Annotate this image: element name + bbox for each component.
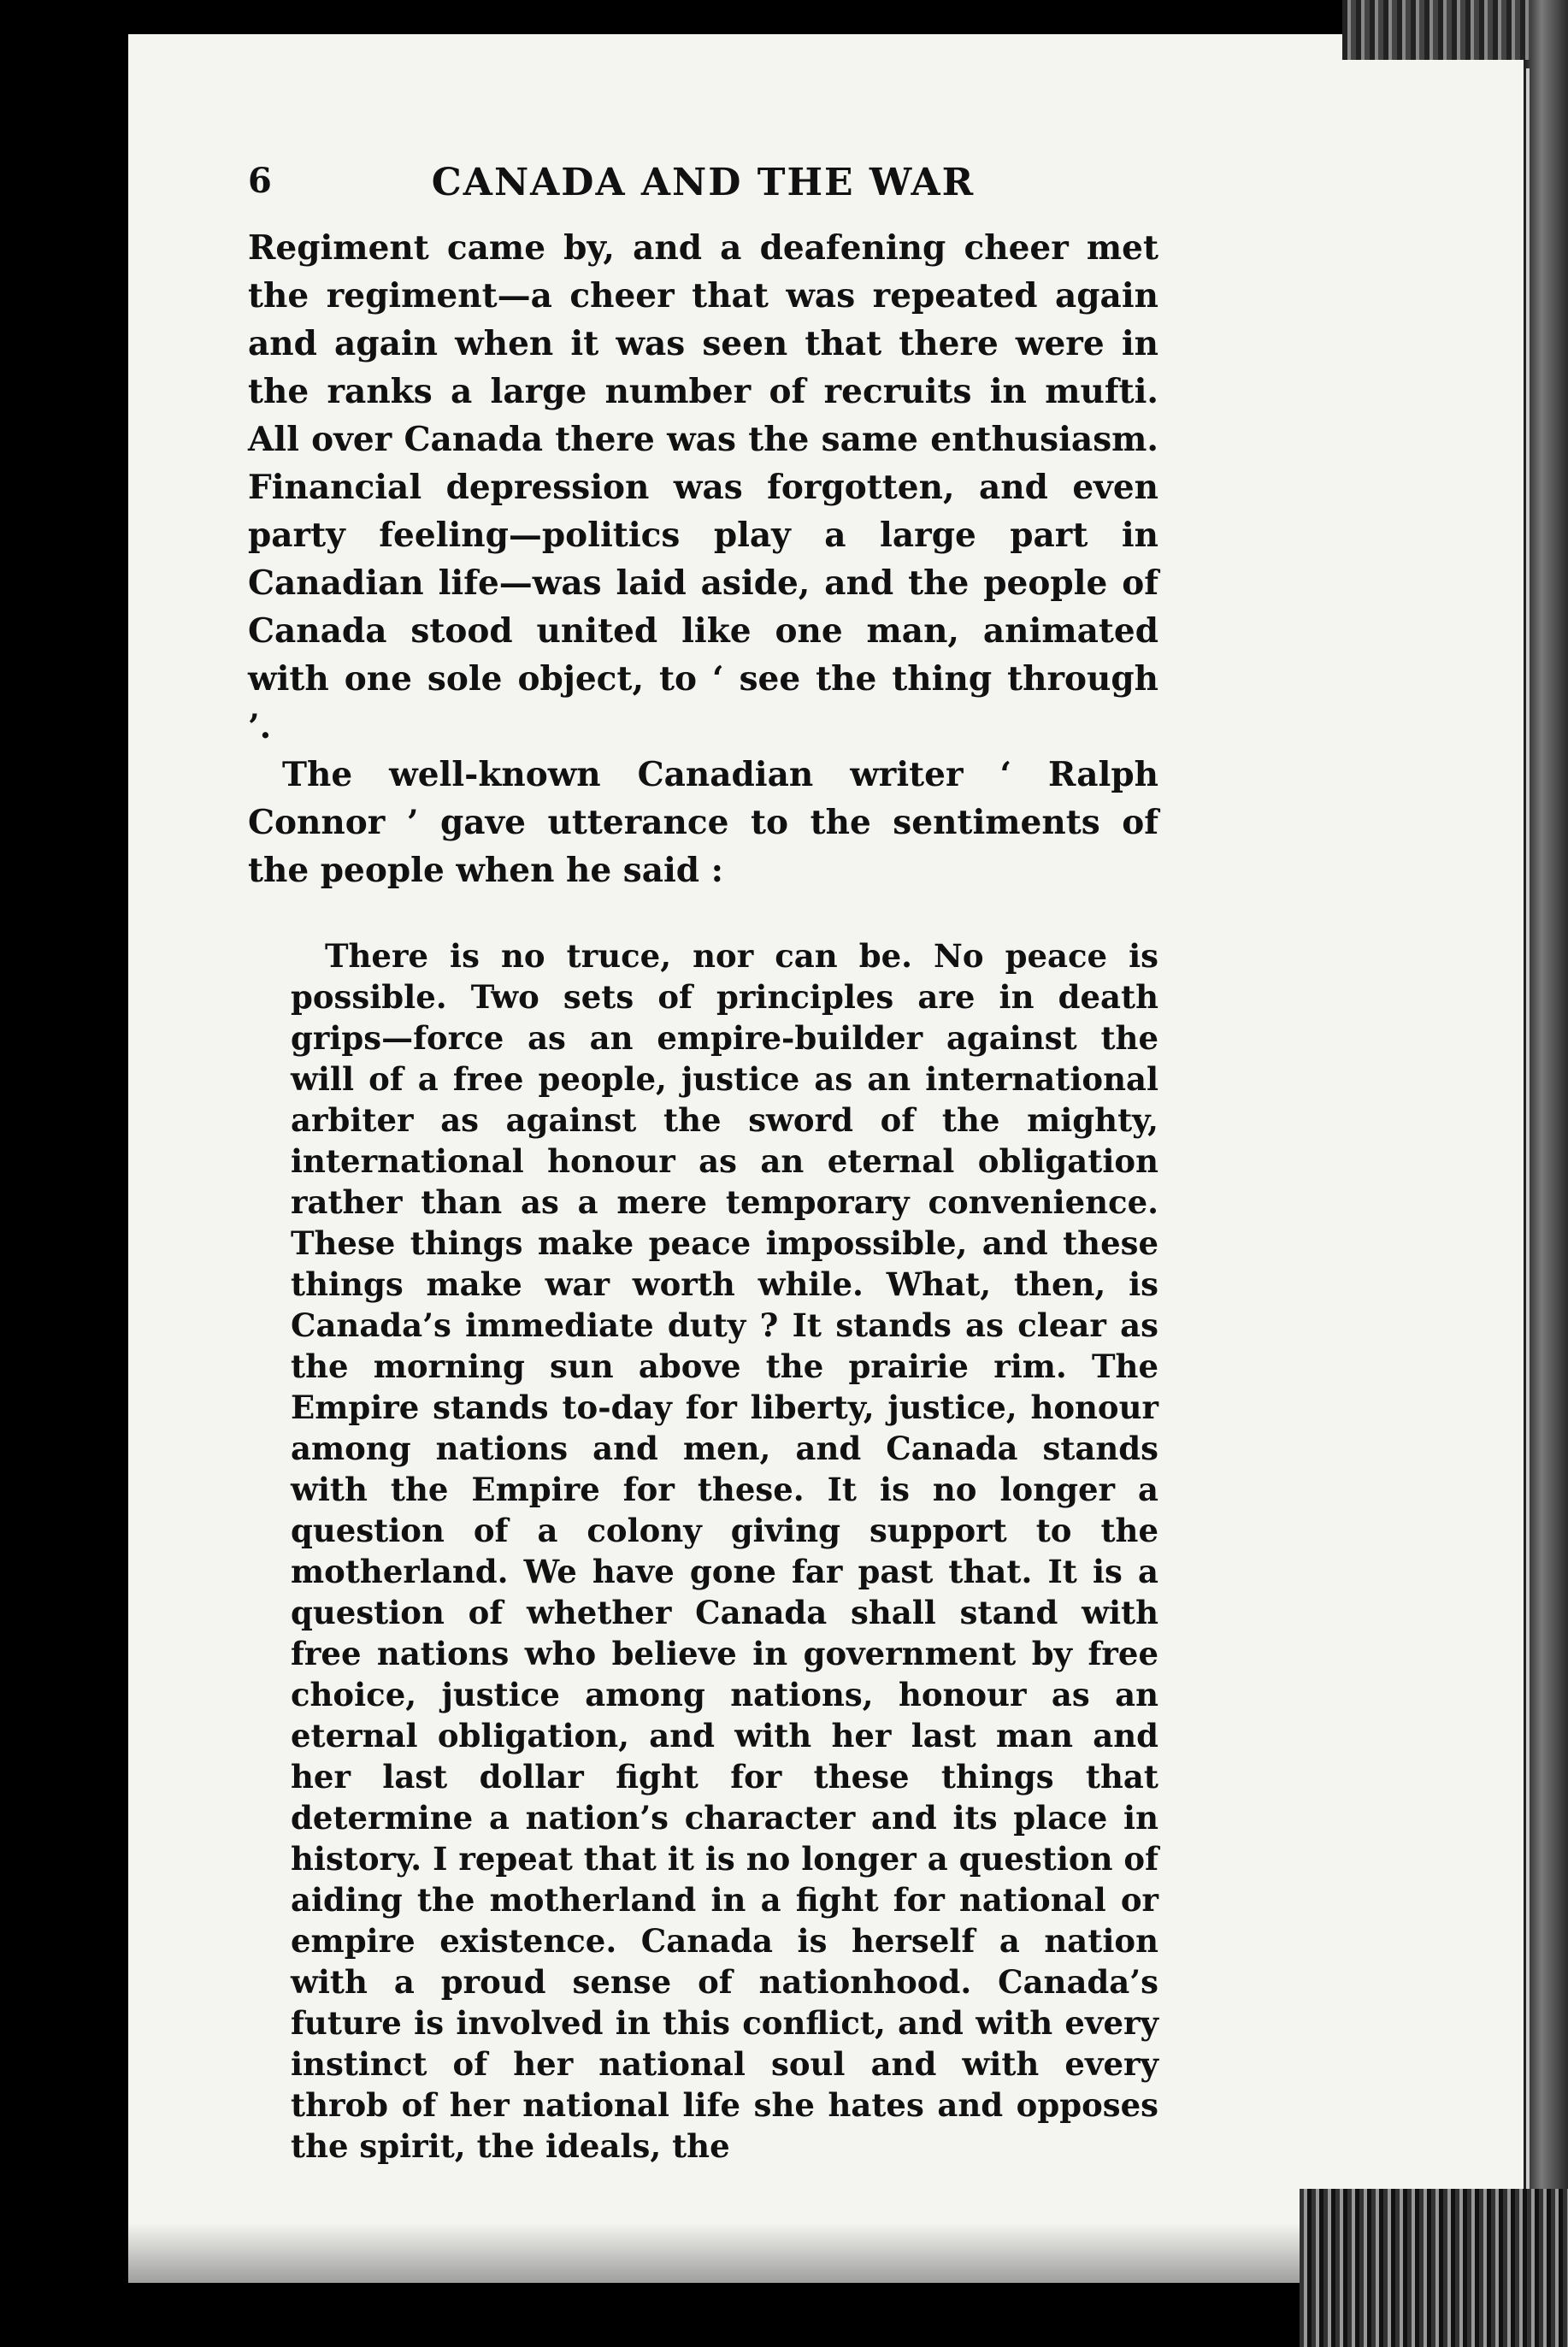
paragraph-continued: Regiment came by, and a deafening cheer met the regiment—a cheer that was repeated again and again when it was seen that there were in the ranks a large number of recruits in mufti. All over Canada there was the same enthusiasm. Financial depression was forgotten, and even party feeling—politics play a large part in Canadian life—was laid aside, and the people of Canada stood united like one man, animated with one sole object, to ‘ see the thing through ’. (248, 228, 1158, 746)
scan-artifact-top (1342, 0, 1530, 60)
page-number: 6 (248, 161, 272, 201)
running-header (248, 161, 1158, 221)
adjacent-page-edge (1524, 0, 1568, 2347)
scan-artifact-bottom (1300, 2189, 1568, 2347)
page-edge-line (1526, 68, 1530, 2189)
block-quote: There is no truce, nor can be. No peace is possible. Two sets of principles are in death grips—force as an empire-builder against the will of a free people, justice as an international arbiter as against the sword of the mighty, international honour as an eternal obligation rather than as a mere temporary convenience. These things make peace impossible, and these things make war worth while. What, then, is Canada’s immediate duty ? It stands as clear as the morning sun above the prairie rim. The Empire stands to-day for liberty, justice, honour among nations and men, and Canada stands with the Empire for these. It is no longer a question of a colony giving support to the motherland. We have gone far past that. It is a question of whether Canada shall stand with free nations who believe in government by free choice, justice among nations, honour as an eternal obligation, and with her last man and her last dollar fight for these things that determine a nation’s character and its place in history. I repeat that it is no longer a question of aiding the motherland in a fight for national or empire existence. Canada is herself a nation with a proud sense of nationhood. Canada’s future is involved in this conflict, and with every instinct of her national soul and with every throb of her national life she hates and opposes the spirit, the ideals, the (291, 937, 1158, 2165)
running-title: CANADA AND THE WAR (431, 161, 976, 204)
paragraph-intro-quote: The well-known Canadian writer ‘ Ralph Connor ’ gave utterance to the sentiments of the people when he said : (248, 755, 1158, 890)
body-text (248, 224, 1158, 2167)
